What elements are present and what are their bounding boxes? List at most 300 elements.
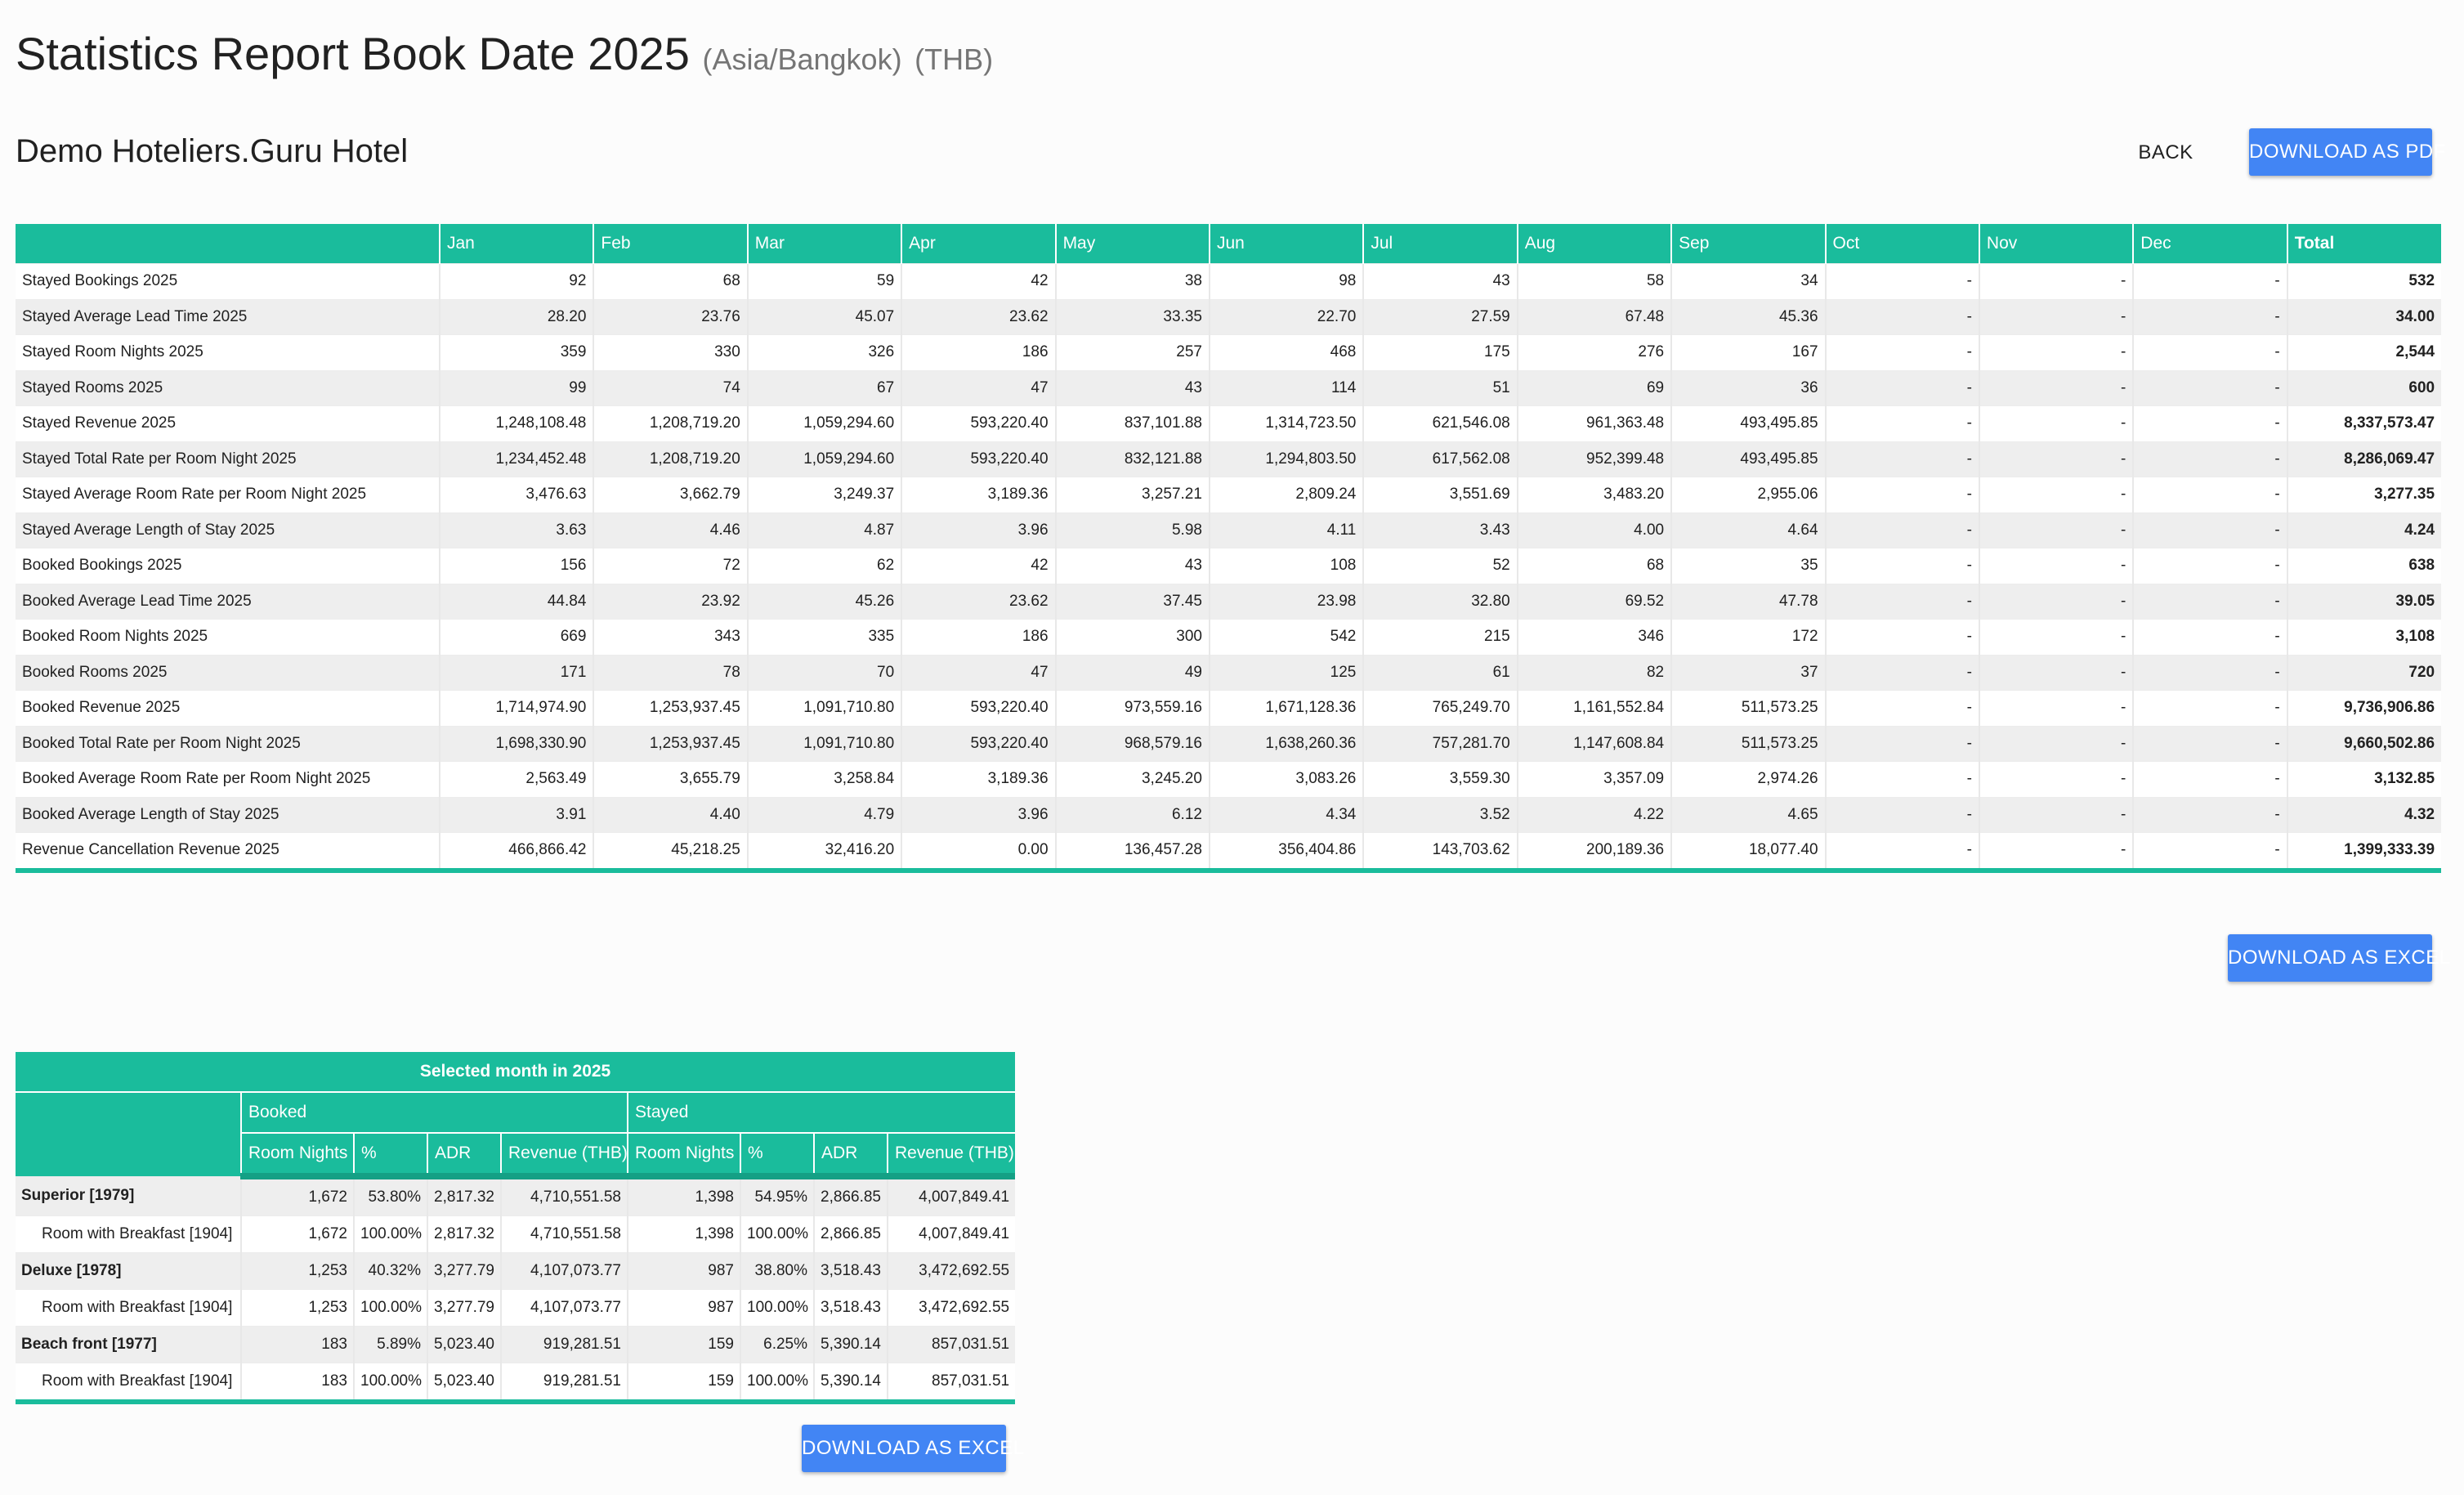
column-header--booked: % (354, 1133, 427, 1176)
table-cell: 68 (1518, 548, 1671, 584)
table-cell: 669 (440, 620, 593, 656)
table-cell: 38.80% (740, 1253, 814, 1290)
table-row (16, 691, 2441, 727)
table-cell: - (1826, 620, 1979, 656)
column-header-total: Total (2287, 224, 2441, 264)
monthly-statistics-table (16, 224, 2441, 873)
table-cell: 593,220.40 (901, 441, 1055, 477)
table-cell: 100.00% (354, 1290, 427, 1327)
table-cell: 68 (593, 264, 747, 300)
table-row (16, 1253, 1015, 1290)
table-row (16, 584, 2441, 620)
table-cell: - (2133, 264, 2287, 300)
total-cell: 8,286,069.47 (2287, 441, 2441, 477)
table-cell: 100.00% (740, 1363, 814, 1403)
table-cell: 67 (748, 370, 901, 406)
row-label: Booked Total Rate per Room Night 2025 (16, 726, 440, 762)
table-cell: 42 (901, 264, 1055, 300)
selected-header-blank (16, 1092, 241, 1176)
column-header-feb: Feb (593, 224, 747, 264)
column-header-revenue-thb-booked: Revenue (THB) (501, 1133, 628, 1176)
row-label: Booked Room Nights 2025 (16, 620, 440, 656)
row-label: Stayed Average Room Rate per Room Night 2025 (16, 477, 440, 513)
table-cell: 4,007,849.41 (888, 1176, 1015, 1216)
table-cell: 4.11 (1210, 513, 1363, 548)
table-cell: 4,710,551.58 (501, 1216, 628, 1253)
column-header-may: May (1056, 224, 1210, 264)
table-cell: - (2133, 370, 2287, 406)
table-cell: 511,573.25 (1671, 691, 1825, 727)
table-cell: 593,220.40 (901, 726, 1055, 762)
table-cell: 356,404.86 (1210, 833, 1363, 871)
table-cell: 4.34 (1210, 797, 1363, 833)
table-cell: - (1979, 655, 2133, 691)
table-cell: 45,218.25 (593, 833, 747, 871)
column-header-sep: Sep (1671, 224, 1825, 264)
table-cell: 4.79 (748, 797, 901, 833)
table-cell: - (1826, 655, 1979, 691)
table-cell: 837,101.88 (1056, 406, 1210, 442)
table-cell: 183 (241, 1327, 354, 1363)
table-cell: - (1979, 513, 2133, 548)
table-cell: 45.07 (748, 299, 901, 335)
table-cell: 973,559.16 (1056, 691, 1210, 727)
table-cell: 100.00% (354, 1216, 427, 1253)
table-cell: 0.00 (901, 833, 1055, 871)
table-cell: 3,551.69 (1363, 477, 1517, 513)
column-header-jan: Jan (440, 224, 593, 264)
table-cell: 69.52 (1518, 584, 1671, 620)
table-cell: 43 (1056, 370, 1210, 406)
table-cell: - (1826, 726, 1979, 762)
table-cell: - (2133, 584, 2287, 620)
table-cell: 1,059,294.60 (748, 406, 901, 442)
table-cell: 6.25% (740, 1327, 814, 1363)
table-cell: - (1979, 406, 2133, 442)
table-cell: - (1979, 620, 2133, 656)
table-cell: - (1826, 441, 1979, 477)
selected-month-table (16, 1052, 1015, 1404)
total-cell: 3,108 (2287, 620, 2441, 656)
table-cell: - (1979, 548, 2133, 584)
table-cell: 215 (1363, 620, 1517, 656)
table-cell: 136,457.28 (1056, 833, 1210, 871)
table-cell: - (2133, 691, 2287, 727)
download-excel-button-selected[interactable]: DOWNLOAD AS EXCEL (802, 1425, 1006, 1472)
table-cell: 114 (1210, 370, 1363, 406)
table-cell: 1,294,803.50 (1210, 441, 1363, 477)
selected-table-caption: Selected month in 2025 (16, 1052, 1015, 1092)
table-cell: 3,559.30 (1363, 762, 1517, 798)
room-type-label: Room with Breakfast [1904] (16, 1216, 241, 1253)
table-cell: - (1979, 335, 2133, 371)
table-cell: 832,121.88 (1056, 441, 1210, 477)
table-cell: 1,161,552.84 (1518, 691, 1671, 727)
table-cell: - (1826, 762, 1979, 798)
table-cell: 32.80 (1363, 584, 1517, 620)
total-cell: 600 (2287, 370, 2441, 406)
table-cell: - (1979, 370, 2133, 406)
hotel-name: Demo Hoteliers.Guru Hotel (16, 133, 409, 169)
row-label: Stayed Average Length of Stay 2025 (16, 513, 440, 548)
table-cell: - (1826, 691, 1979, 727)
table-cell: 23.98 (1210, 584, 1363, 620)
table-cell: 62 (748, 548, 901, 584)
table-cell: 919,281.51 (501, 1363, 628, 1403)
table-cell: 3,662.79 (593, 477, 747, 513)
table-cell: 1,208,719.20 (593, 406, 747, 442)
row-label: Booked Rooms 2025 (16, 655, 440, 691)
table-cell: - (1826, 370, 1979, 406)
table-cell: 82 (1518, 655, 1671, 691)
table-cell: 1,091,710.80 (748, 691, 901, 727)
table-cell: - (1826, 406, 1979, 442)
table-cell: 1,714,974.90 (440, 691, 593, 727)
table-cell: 257 (1056, 335, 1210, 371)
table-cell: 593,220.40 (901, 406, 1055, 442)
selected-table-header (16, 1052, 1015, 1176)
table-cell: 92 (440, 264, 593, 300)
download-pdf-button[interactable]: DOWNLOAD AS PDF (2249, 128, 2432, 176)
table-cell: 3,357.09 (1518, 762, 1671, 798)
table-cell: - (2133, 299, 2287, 335)
table-cell: 3.96 (901, 797, 1055, 833)
row-label: Stayed Total Rate per Room Night 2025 (16, 441, 440, 477)
row-label: Stayed Rooms 2025 (16, 370, 440, 406)
table-cell: 74 (593, 370, 747, 406)
table-row (16, 1176, 1015, 1216)
table-cell: 70 (748, 655, 901, 691)
table-cell: 2,974.26 (1671, 762, 1825, 798)
table-cell: - (1826, 584, 1979, 620)
table-cell: 4,007,849.41 (888, 1216, 1015, 1253)
column-header-room-nights-stayed: Room Nights (628, 1133, 740, 1176)
table-cell: - (2133, 762, 2287, 798)
table-cell: 493,495.85 (1671, 406, 1825, 442)
table-cell: 22.70 (1210, 299, 1363, 335)
table-cell: 36 (1671, 370, 1825, 406)
table-cell: 5,023.40 (427, 1363, 501, 1403)
table-row (16, 299, 2441, 335)
total-cell: 34.00 (2287, 299, 2441, 335)
table-cell: 47 (901, 370, 1055, 406)
table-cell: 3,655.79 (593, 762, 747, 798)
column-header-adr-booked: ADR (427, 1133, 501, 1176)
table-cell: 4.65 (1671, 797, 1825, 833)
table-cell: 3,277.79 (427, 1253, 501, 1290)
table-cell: 47.78 (1671, 584, 1825, 620)
table-cell: 51 (1363, 370, 1517, 406)
table-cell: 3,472,692.55 (888, 1290, 1015, 1327)
table-row (16, 441, 2441, 477)
total-cell: 1,399,333.39 (2287, 833, 2441, 871)
table-row (16, 1363, 1015, 1403)
table-cell: - (1979, 584, 2133, 620)
table-cell: 346 (1518, 620, 1671, 656)
table-cell: - (2133, 797, 2287, 833)
table-cell: - (1979, 797, 2133, 833)
table-cell: 52 (1363, 548, 1517, 584)
table-cell: 45.36 (1671, 299, 1825, 335)
table-cell: 952,399.48 (1518, 441, 1671, 477)
table-cell: 33.35 (1056, 299, 1210, 335)
table-cell: - (1979, 441, 2133, 477)
table-cell: 58 (1518, 264, 1671, 300)
table-cell: 61 (1363, 655, 1517, 691)
table-cell: 3,189.36 (901, 477, 1055, 513)
table-row (16, 335, 2441, 371)
table-cell: 37 (1671, 655, 1825, 691)
total-cell: 9,660,502.86 (2287, 726, 2441, 762)
table-cell: 765,249.70 (1363, 691, 1517, 727)
table-cell: 330 (593, 335, 747, 371)
table-cell: 919,281.51 (501, 1327, 628, 1363)
table-cell: 34 (1671, 264, 1825, 300)
table-cell: - (2133, 441, 2287, 477)
table-row (16, 1327, 1015, 1363)
table-cell: 5,390.14 (814, 1363, 888, 1403)
row-label: Booked Bookings 2025 (16, 548, 440, 584)
table-cell: 3,189.36 (901, 762, 1055, 798)
table-cell: - (1826, 797, 1979, 833)
column-header-aug: Aug (1518, 224, 1671, 264)
table-cell: 43 (1056, 548, 1210, 584)
column-header-room-nights-booked: Room Nights (241, 1133, 354, 1176)
table-row (16, 477, 2441, 513)
page-title (16, 21, 993, 92)
room-type-label: Deluxe [1978] (16, 1253, 241, 1290)
table-cell: 38 (1056, 264, 1210, 300)
column-header--stayed: % (740, 1133, 814, 1176)
table-cell: 4.40 (593, 797, 747, 833)
table-cell: 40.32% (354, 1253, 427, 1290)
table-cell: 159 (628, 1327, 740, 1363)
table-cell: 3,245.20 (1056, 762, 1210, 798)
table-cell: 3,277.79 (427, 1290, 501, 1327)
table-cell: 159 (628, 1363, 740, 1403)
table-cell: 100.00% (740, 1290, 814, 1327)
table-cell: - (1979, 726, 2133, 762)
table-cell: 3,257.21 (1056, 477, 1210, 513)
row-label: Stayed Room Nights 2025 (16, 335, 440, 371)
table-cell: 28.20 (440, 299, 593, 335)
table-cell: 3.91 (440, 797, 593, 833)
table-cell: 18,077.40 (1671, 833, 1825, 871)
table-cell: 43 (1363, 264, 1517, 300)
column-header-metric (16, 224, 440, 264)
table-cell: 542 (1210, 620, 1363, 656)
table-row (16, 264, 2441, 300)
table-cell: 3.96 (901, 513, 1055, 548)
row-label: Booked Revenue 2025 (16, 691, 440, 727)
table-cell: 200,189.36 (1518, 833, 1671, 871)
total-cell: 3,277.35 (2287, 477, 2441, 513)
table-cell: - (1826, 548, 1979, 584)
table-cell: 1,248,108.48 (440, 406, 593, 442)
selected-table-body (16, 1176, 1015, 1402)
table-cell: 53.80% (354, 1176, 427, 1216)
table-cell: 156 (440, 548, 593, 584)
table-row (16, 1290, 1015, 1327)
total-cell: 3,132.85 (2287, 762, 2441, 798)
table-cell: 493,495.85 (1671, 441, 1825, 477)
table-cell: 3,483.20 (1518, 477, 1671, 513)
table-cell: 125 (1210, 655, 1363, 691)
table-cell: - (1979, 264, 2133, 300)
table-cell: 3.63 (440, 513, 593, 548)
table-cell: 4.46 (593, 513, 747, 548)
table-cell: - (2133, 726, 2287, 762)
table-cell: 1,672 (241, 1216, 354, 1253)
table-cell: 987 (628, 1290, 740, 1327)
table-cell: - (2133, 548, 2287, 584)
table-cell: 2,866.85 (814, 1176, 888, 1216)
table-cell: 67.48 (1518, 299, 1671, 335)
room-type-label: Room with Breakfast [1904] (16, 1363, 241, 1403)
table-cell: 2,809.24 (1210, 477, 1363, 513)
table-cell: 300 (1056, 620, 1210, 656)
table-cell: 1,208,719.20 (593, 441, 747, 477)
table-cell: - (1826, 833, 1979, 871)
table-cell: - (1979, 833, 2133, 871)
table-cell: 23.92 (593, 584, 747, 620)
column-header-revenue-thb-stayed: Revenue (THB) (888, 1133, 1015, 1176)
row-label: Stayed Revenue 2025 (16, 406, 440, 442)
table-cell: - (2133, 335, 2287, 371)
column-header-dec: Dec (2133, 224, 2287, 264)
table-cell: 108 (1210, 548, 1363, 584)
table-cell: 37.45 (1056, 584, 1210, 620)
table-cell: - (2133, 620, 2287, 656)
download-excel-button[interactable]: DOWNLOAD AS EXCEL (2228, 934, 2432, 982)
timezone-label: (Asia/Bangkok) (702, 43, 902, 76)
table-cell: 6.12 (1056, 797, 1210, 833)
column-header-oct: Oct (1826, 224, 1979, 264)
table-cell: 2,563.49 (440, 762, 593, 798)
table-cell: 757,281.70 (1363, 726, 1517, 762)
table-cell: 49 (1056, 655, 1210, 691)
row-label: Booked Average Lead Time 2025 (16, 584, 440, 620)
table-cell: 1,672 (241, 1176, 354, 1216)
table-cell: 183 (241, 1363, 354, 1403)
table-cell: 4,710,551.58 (501, 1176, 628, 1216)
row-label: Booked Average Room Rate per Room Night 2025 (16, 762, 440, 798)
table-cell: 1,398 (628, 1216, 740, 1253)
total-cell: 532 (2287, 264, 2441, 300)
table-cell: - (1979, 477, 2133, 513)
table-cell: 1,253 (241, 1253, 354, 1290)
table-cell: 32,416.20 (748, 833, 901, 871)
table-row (16, 655, 2441, 691)
table-cell: 968,579.16 (1056, 726, 1210, 762)
total-cell: 9,736,906.86 (2287, 691, 2441, 727)
table-cell: - (2133, 833, 2287, 871)
table-cell: 1,398 (628, 1176, 740, 1216)
column-header-apr: Apr (901, 224, 1055, 264)
table-cell: 2,866.85 (814, 1216, 888, 1253)
table-cell: 100.00% (354, 1363, 427, 1403)
table-cell: 1,234,452.48 (440, 441, 593, 477)
room-type-label: Superior [1979] (16, 1176, 241, 1216)
table-cell: 186 (901, 620, 1055, 656)
table-cell: - (1979, 691, 2133, 727)
table-row (16, 726, 2441, 762)
monthly-table-header (16, 224, 2441, 264)
table-cell: 857,031.51 (888, 1363, 1015, 1403)
table-cell: 4,107,073.77 (501, 1290, 628, 1327)
row-label: Stayed Bookings 2025 (16, 264, 440, 300)
total-cell: 4.24 (2287, 513, 2441, 548)
table-cell: 3.43 (1363, 513, 1517, 548)
table-cell: 54.95% (740, 1176, 814, 1216)
table-cell: 3,258.84 (748, 762, 901, 798)
table-cell: 72 (593, 548, 747, 584)
table-cell: 276 (1518, 335, 1671, 371)
table-cell: 27.59 (1363, 299, 1517, 335)
table-cell: 175 (1363, 335, 1517, 371)
room-type-label: Room with Breakfast [1904] (16, 1290, 241, 1327)
monthly-table-body (16, 264, 2441, 871)
total-cell: 638 (2287, 548, 2441, 584)
total-cell: 2,544 (2287, 335, 2441, 371)
table-cell: - (1826, 335, 1979, 371)
table-cell: 59 (748, 264, 901, 300)
table-cell: 3.52 (1363, 797, 1517, 833)
table-row (16, 833, 2441, 871)
table-cell: 1,698,330.90 (440, 726, 593, 762)
table-cell: - (1979, 762, 2133, 798)
table-cell: - (2133, 477, 2287, 513)
total-cell: 720 (2287, 655, 2441, 691)
row-label: Booked Average Length of Stay 2025 (16, 797, 440, 833)
table-cell: - (2133, 655, 2287, 691)
table-row (16, 1216, 1015, 1253)
table-cell: - (1826, 264, 1979, 300)
table-cell: 5,023.40 (427, 1327, 501, 1363)
table-cell: 2,817.32 (427, 1176, 501, 1216)
column-header-jun: Jun (1210, 224, 1363, 264)
table-cell: 466,866.42 (440, 833, 593, 871)
table-cell: 5.89% (354, 1327, 427, 1363)
column-header-mar: Mar (748, 224, 901, 264)
row-label: Stayed Average Lead Time 2025 (16, 299, 440, 335)
table-cell: 1,253,937.45 (593, 691, 747, 727)
table-cell: 4.64 (1671, 513, 1825, 548)
total-cell: 8,337,573.47 (2287, 406, 2441, 442)
table-row (16, 370, 2441, 406)
table-cell: 167 (1671, 335, 1825, 371)
table-row (16, 762, 2441, 798)
table-cell: 343 (593, 620, 747, 656)
table-cell: 3,518.43 (814, 1290, 888, 1327)
table-cell: 44.84 (440, 584, 593, 620)
table-row (16, 620, 2441, 656)
column-header-jul: Jul (1363, 224, 1517, 264)
table-cell: 1,638,260.36 (1210, 726, 1363, 762)
table-cell: 511,573.25 (1671, 726, 1825, 762)
table-cell: 1,147,608.84 (1518, 726, 1671, 762)
table-row (16, 406, 2441, 442)
table-cell: 3,083.26 (1210, 762, 1363, 798)
table-cell: 172 (1671, 620, 1825, 656)
table-cell: 23.62 (901, 584, 1055, 620)
back-button[interactable]: BACK (2138, 141, 2193, 163)
table-cell: 5,390.14 (814, 1327, 888, 1363)
table-cell: 171 (440, 655, 593, 691)
table-cell: 4,107,073.77 (501, 1253, 628, 1290)
table-cell: 961,363.48 (1518, 406, 1671, 442)
table-cell: 1,253 (241, 1290, 354, 1327)
